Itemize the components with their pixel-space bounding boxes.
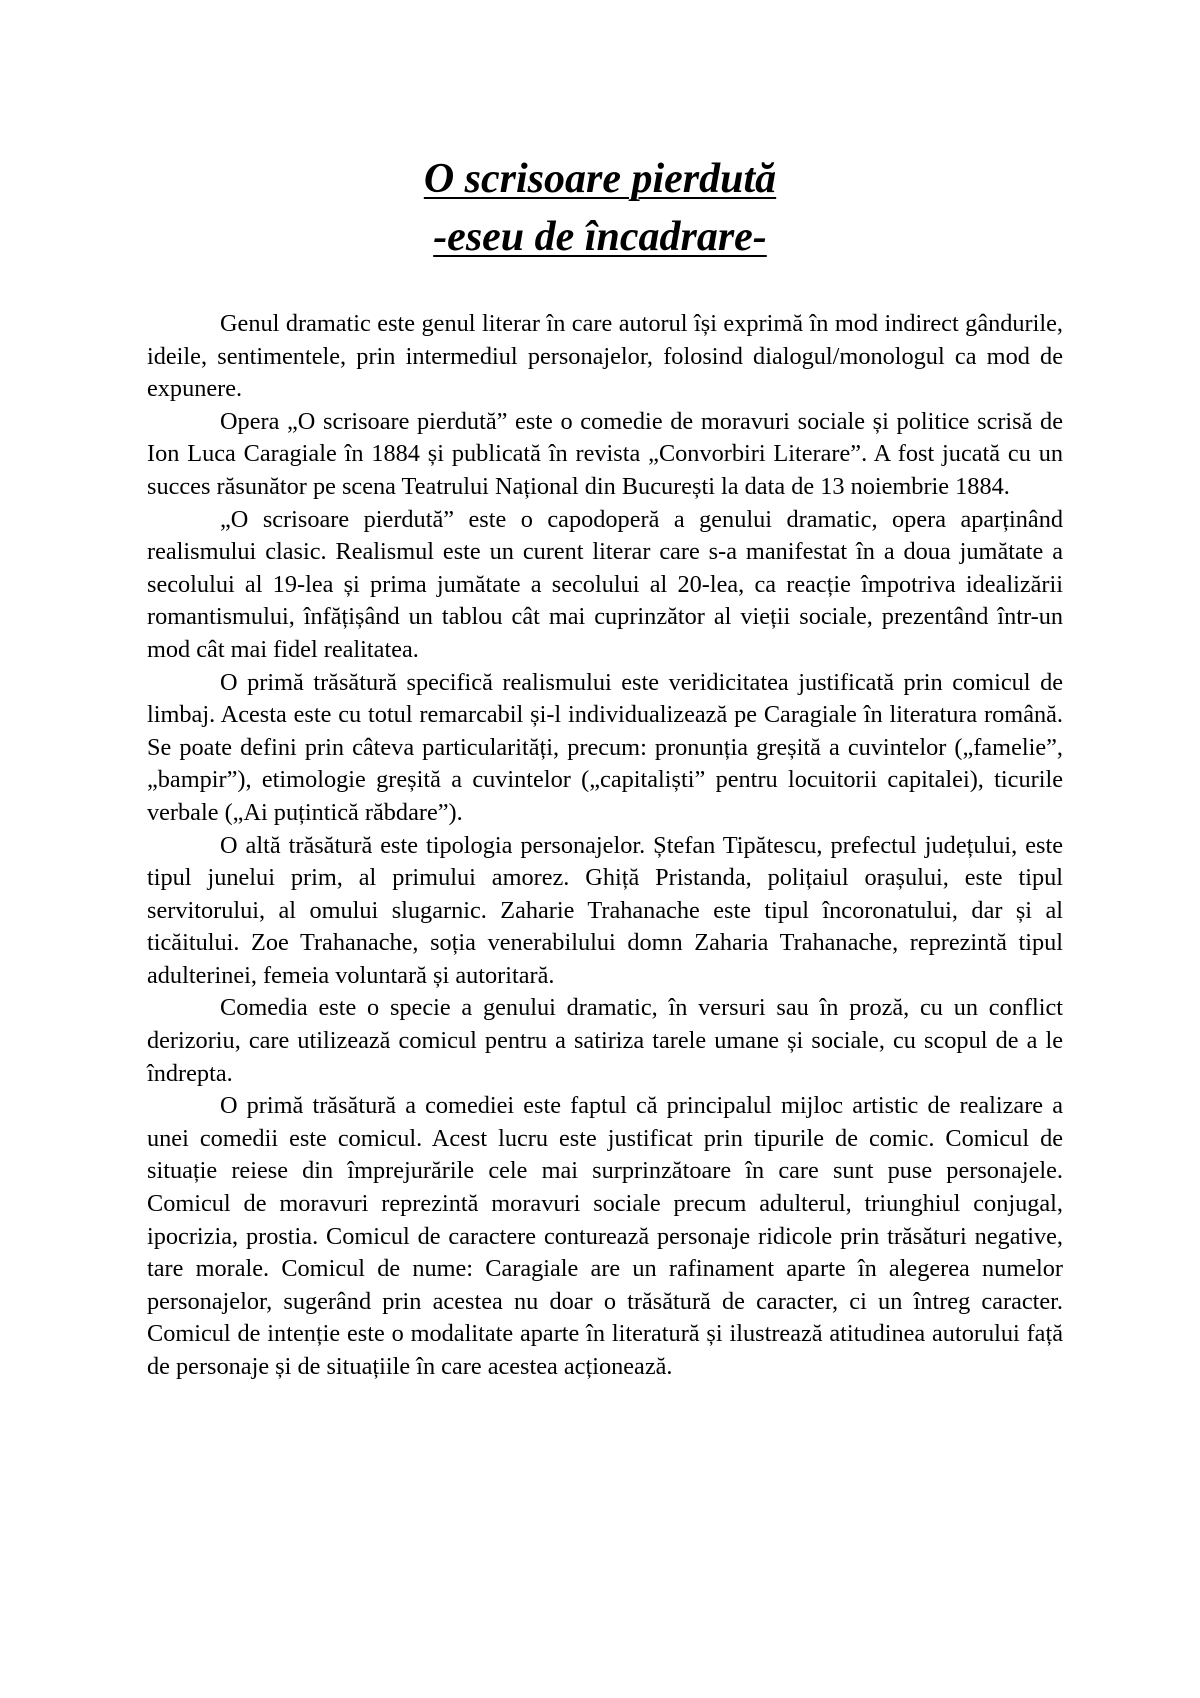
paragraph-2: Opera „O scrisoare pierdută” este o comedie de moravuri sociale și politice scrisă de Ion Luca Caragiale în 1884 și publicată în revista „Convorbiri Literare”. A fost jucată cu un succes răsunător pe scena Teatrului Național din București la data de 13 noiembrie 1884. <box>147 407 1063 500</box>
document-subtitle: -eseu de încadrare- <box>433 214 767 260</box>
paragraph-6: Comedia este o specie a genului dramatic, în versuri sau în proză, cu un conflict derizoriu, care utilizează comicul pentru a satiriza tarele umane și sociale, cu scopul de a le îndrepta. <box>147 994 1063 1087</box>
paragraph-1: Genul dramatic este genul literar în care autorul își exprimă în mod indirect gândurile, ideile, sentimentele, prin intermediul personajelor, folosind dialogul/monologul ca mod de expunere. <box>147 310 1063 403</box>
title-block <box>0 150 1200 266</box>
document-body <box>147 308 1063 1384</box>
paragraph-3: „O scrisoare pierdută” este o capodoperă a genului dramatic, opera aparținând realismului clasic. Realismul este un curent literar care s-a manifestat în a doua jumătate a secolului al 19-lea și prima jumătate a secolului al 20-lea, ca reacție împotriva idealizării romantismului, înfățișând un tablou cât mai cuprinzător al vieții sociale, prezentând într-un mod cât mai fidel realitatea. <box>147 505 1063 663</box>
document-title: O scrisoare pierdută <box>423 156 777 202</box>
paragraph-7: O primă trăsătură a comediei este faptul că principalul mijloc artistic de realizare a unei comedii este comicul. Acest lucru este justificat prin tipurile de comic. Comicul de situație reiese din împrejurările cele mai surprinzătoare în care sunt puse personajele. Comicul de moravuri reprezintă moravuri sociale precum adulterul, triunghiul conjugal, ipocrizia, prostia. Comicul de caractere conturează personaje ridicole prin trăsături negative, tare morale. Comicul de nume: Caragiale are un rafinament aparte în alegerea numelor personajelor, sugerând prin acestea nu doar o trăsătură de caracter, ci un întreg caracter. Comicul de intenție este o modalitate aparte în literatură și ilustrează atitudinea autorului față de personaje și de situațiile în care acestea acționează. <box>147 1092 1063 1380</box>
paragraph-4: O primă trăsătură specifică realismului este veridicitatea justificată prin comicul de limbaj. Acesta este cu totul remarcabil și-l individualizează pe Caragiale în literatura română. Se poate defini prin câteva particularități, precum: pronunția greșită a cuvintelor („famelie”, „bampir”), etimologie greșită a cuvintelor („capitaliști” pentru locuitorii capitalei), ticurile verbale („Ai puțintică răbdare”). <box>147 668 1063 826</box>
paragraph-5: O altă trăsătură este tipologia personajelor. Ștefan Tipătescu, prefectul județului, este tipul junelui prim, al primului amorez. Ghiță Pristanda, polițaiul orașului, este tipul servitorului, al omului slugarnic. Zaharie Trahanache este tipul încoronatului, dar și al ticăitului. Zoe Trahanache, soția venerabilului domn Zaharia Trahanache, reprezintă tipul adulterinei, femeia voluntară și autoritară. <box>147 831 1063 989</box>
